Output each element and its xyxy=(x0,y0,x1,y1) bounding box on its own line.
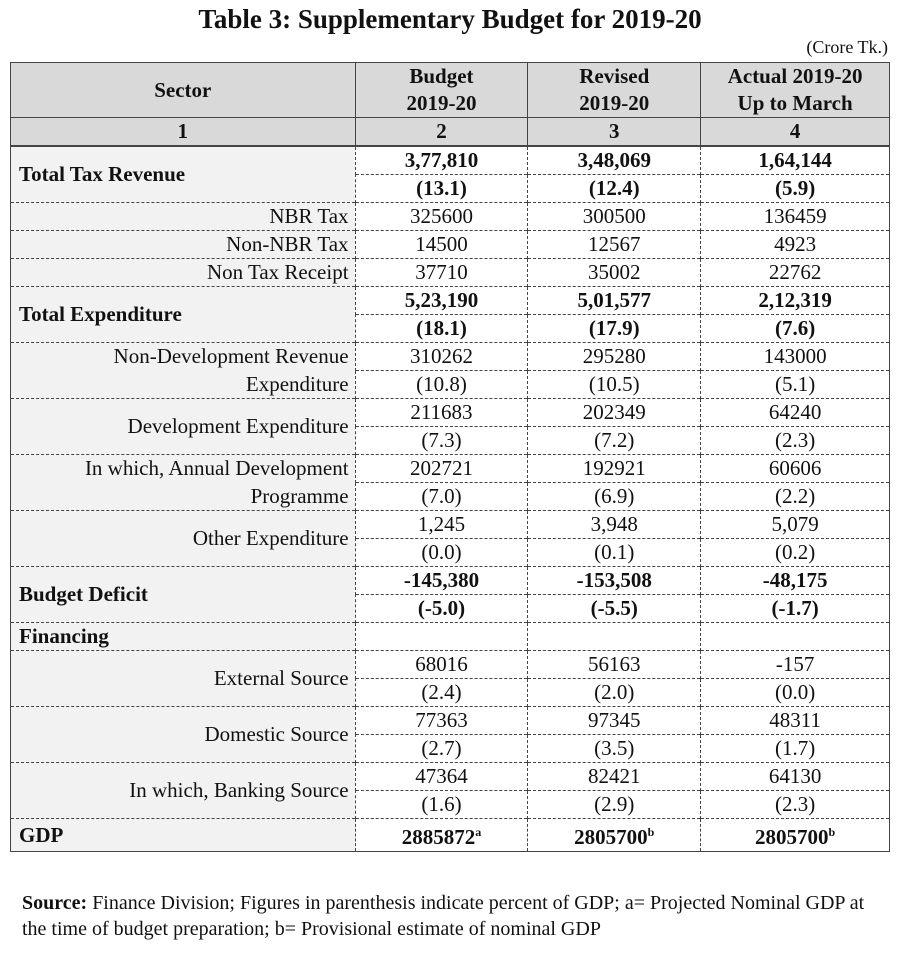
table-row-total-expenditure xyxy=(11,287,890,315)
col-header-revised: Revised 2019-20 xyxy=(528,63,701,118)
col-num: 4 xyxy=(701,118,890,147)
cell-value: 77363 xyxy=(355,707,528,735)
row-label: Development Expenditure xyxy=(11,399,356,455)
cell-pct: (1.6) xyxy=(355,791,528,819)
cell-value: 3,48,069 xyxy=(528,146,701,175)
cell-value: 136459 xyxy=(701,203,890,231)
cell-pct: (2.3) xyxy=(701,427,890,455)
row-label: Domestic Source xyxy=(11,707,356,763)
row-label: External Source xyxy=(11,651,356,707)
table-row-non-dev-revenue-expenditure-pct xyxy=(11,371,890,399)
cell-pct: (5.1) xyxy=(701,371,890,399)
row-label: Non Tax Receipt xyxy=(11,259,356,287)
table-row-annual-development-programme xyxy=(11,455,890,483)
cell-value: 35002 xyxy=(528,259,701,287)
table-row-non-dev-revenue-expenditure xyxy=(11,343,890,371)
cell-pct: (0.0) xyxy=(355,539,528,567)
row-label: Financing xyxy=(11,623,356,651)
column-number-row xyxy=(11,118,890,147)
cell-value: 143000 xyxy=(701,343,890,371)
table-row-nbr-tax xyxy=(11,203,890,231)
table-row-external-source xyxy=(11,651,890,679)
table-title: Table 3: Supplementary Budget for 2019-20 xyxy=(198,4,702,34)
cell-pct: (2.2) xyxy=(701,483,890,511)
cell-empty xyxy=(701,623,890,651)
row-label: In which, Annual Development xyxy=(11,455,356,483)
cell-pct: (2.0) xyxy=(528,679,701,707)
table-row-development-expenditure xyxy=(11,399,890,427)
cell-value: 56163 xyxy=(528,651,701,679)
cell-pct: (10.5) xyxy=(528,371,701,399)
cell-value: -48,175 xyxy=(701,567,890,595)
source-label: Source: xyxy=(22,892,88,914)
source-text: Finance Division; Figures in parenthesis indicate percent of GDP; a= Projected Nominal GDP at the time of budget preparation; b= Provisional estimate of nominal GDP xyxy=(22,892,865,940)
cell-pct: (0.2) xyxy=(701,539,890,567)
col-header-sector: Sector xyxy=(11,63,356,118)
cell-value: 68016 xyxy=(355,651,528,679)
row-label-cont: Programme xyxy=(11,483,356,511)
footnote-marker: b xyxy=(647,825,655,839)
col-header-actual: Actual 2019-20 Up to March xyxy=(701,63,890,118)
budget-table xyxy=(10,62,890,852)
cell-pct: (-1.7) xyxy=(701,595,890,623)
cell-pct: (0.0) xyxy=(701,679,890,707)
cell-empty xyxy=(355,623,528,651)
cell-pct: (1.7) xyxy=(701,735,890,763)
cell-pct: (5.9) xyxy=(701,175,890,203)
col-num: 3 xyxy=(528,118,701,147)
cell-value: 64130 xyxy=(701,763,890,791)
cell-value: 202349 xyxy=(528,399,701,427)
cell-pct: (7.2) xyxy=(528,427,701,455)
cell-pct: (3.5) xyxy=(528,735,701,763)
unit-label: (Crore Tk.) xyxy=(806,37,888,57)
cell-value: 2,12,319 xyxy=(701,287,890,315)
cell-pct: (7.0) xyxy=(355,483,528,511)
cell-value: 37710 xyxy=(355,259,528,287)
cell-value: 1,64,144 xyxy=(701,146,890,175)
cell-pct: (17.9) xyxy=(528,315,701,343)
table-row-non-tax-receipt xyxy=(11,259,890,287)
cell-value: 5,01,577 xyxy=(528,287,701,315)
cell-value: 202721 xyxy=(355,455,528,483)
row-label: Total Tax Revenue xyxy=(11,146,356,203)
cell-value: 300500 xyxy=(528,203,701,231)
cell-pct: (2.4) xyxy=(355,679,528,707)
row-label-cont: Expenditure xyxy=(11,371,356,399)
cell-value: -145,380 xyxy=(355,567,528,595)
row-label: GDP xyxy=(11,819,356,852)
col-num: 2 xyxy=(355,118,528,147)
table-row-banking-source xyxy=(11,763,890,791)
cell-value: 60606 xyxy=(701,455,890,483)
cell-pct: (-5.5) xyxy=(528,595,701,623)
cell-pct: (2.9) xyxy=(528,791,701,819)
table-row-annual-development-programme-pct xyxy=(11,483,890,511)
cell-value: 325600 xyxy=(355,203,528,231)
cell-value: 14500 xyxy=(355,231,528,259)
cell-value: 192921 xyxy=(528,455,701,483)
cell-value: 97345 xyxy=(528,707,701,735)
cell-value: 82421 xyxy=(528,763,701,791)
cell-value: 211683 xyxy=(355,399,528,427)
cell-pct: (2.3) xyxy=(701,791,890,819)
cell-value: 47364 xyxy=(355,763,528,791)
cell-pct: (0.1) xyxy=(528,539,701,567)
cell-value: 12567 xyxy=(528,231,701,259)
cell-pct: (7.3) xyxy=(355,427,528,455)
cell-value: 295280 xyxy=(528,343,701,371)
cell-pct: (18.1) xyxy=(355,315,528,343)
table-row-non-nbr-tax xyxy=(11,231,890,259)
cell-value: 1,245 xyxy=(355,511,528,539)
cell-value: 2885872$^a$ xyxy=(355,819,528,852)
col-num: 1 xyxy=(11,118,356,147)
cell-value: 2805700$^b$ xyxy=(528,819,701,852)
cell-pct: (7.6) xyxy=(701,315,890,343)
table-row-other-expenditure xyxy=(11,511,890,539)
cell-value: 64240 xyxy=(701,399,890,427)
header-row xyxy=(11,63,890,118)
table-row-domestic-source xyxy=(11,707,890,735)
cell-pct: (-5.0) xyxy=(355,595,528,623)
cell-value: 5,23,190 xyxy=(355,287,528,315)
cell-value: 22762 xyxy=(701,259,890,287)
cell-empty xyxy=(528,623,701,651)
cell-value: 5,079 xyxy=(701,511,890,539)
footnote-marker: b xyxy=(828,825,836,839)
row-label: Non-NBR Tax xyxy=(11,231,356,259)
cell-value: 3,77,810 xyxy=(355,146,528,175)
cell-pct: (12.4) xyxy=(528,175,701,203)
cell-pct: (2.7) xyxy=(355,735,528,763)
cell-value: 4923 xyxy=(701,231,890,259)
cell-value: 2805700$^b$ xyxy=(701,819,890,852)
row-label: NBR Tax xyxy=(11,203,356,231)
cell-value: -153,508 xyxy=(528,567,701,595)
table-row-financing xyxy=(11,623,890,651)
row-label: Total Expenditure xyxy=(11,287,356,343)
cell-value: 310262 xyxy=(355,343,528,371)
table-row-gdp xyxy=(11,819,890,852)
cell-value: 3,948 xyxy=(528,511,701,539)
cell-pct: (10.8) xyxy=(355,371,528,399)
source-note xyxy=(22,890,882,942)
table-row-total-tax-revenue xyxy=(11,146,890,175)
col-header-budget: Budget 2019-20 xyxy=(355,63,528,118)
row-label: Other Expenditure xyxy=(11,511,356,567)
footnote-marker: a xyxy=(475,825,482,839)
cell-value: 48311 xyxy=(701,707,890,735)
cell-value: -157 xyxy=(701,651,890,679)
cell-pct: (6.9) xyxy=(528,483,701,511)
row-label: In which, Banking Source xyxy=(11,763,356,819)
cell-pct: (13.1) xyxy=(355,175,528,203)
row-label: Non-Development Revenue xyxy=(11,343,356,371)
table-row-budget-deficit xyxy=(11,567,890,595)
row-label: Budget Deficit xyxy=(11,567,356,623)
